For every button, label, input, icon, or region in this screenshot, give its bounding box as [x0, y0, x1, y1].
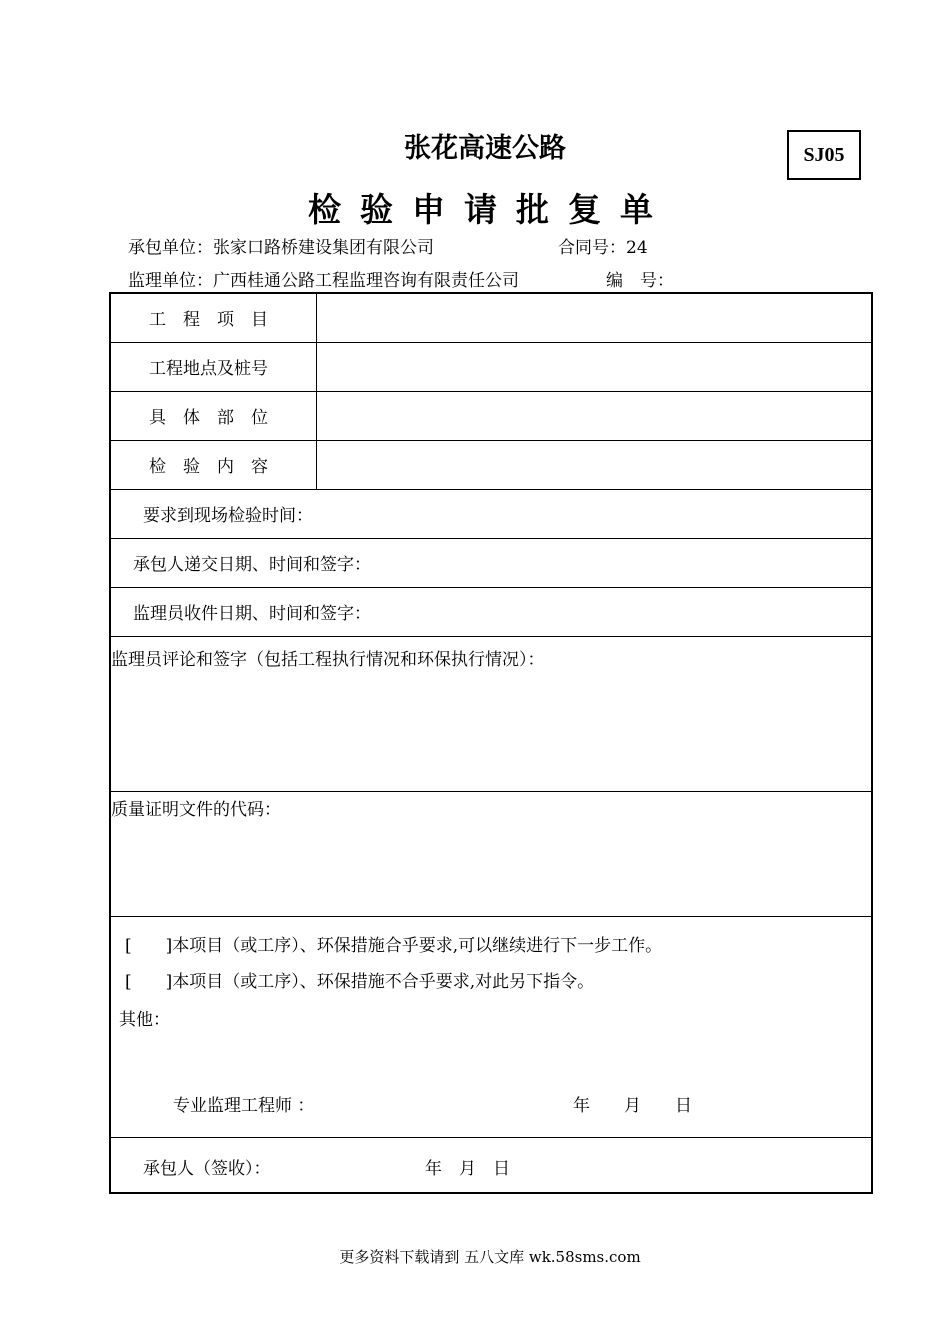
location-label: 工程地点及桩号	[110, 342, 316, 391]
submit-label[interactable]: 承包人递交日期、时间和签字：	[110, 538, 872, 587]
inspection-form-table	[109, 292, 873, 1194]
contractor-sign-row	[110, 1137, 872, 1193]
road-name: 张花高速公路	[404, 133, 566, 164]
other-label: 其他：	[119, 1009, 170, 1030]
contractor-sign-label: 承包人（签收）：	[143, 1158, 271, 1179]
part-label: 具 体 部 位	[110, 391, 316, 440]
location-row	[110, 342, 872, 391]
option-ok[interactable]: [ ]本项目（或工序）、环保措施合乎要求,可以继续进行下一步工作。	[125, 935, 663, 956]
decision-row	[110, 916, 872, 1137]
inspection-time-label[interactable]: 要求到现场检验时间：	[110, 489, 872, 538]
location-value-cell[interactable]	[316, 342, 872, 391]
contract-no-line	[558, 233, 648, 258]
supervisor-value: 广西桂通公路工程监理咨询有限责任公司	[213, 271, 519, 291]
contract-no-label: 合同号：	[558, 238, 626, 258]
contractor-line	[128, 233, 434, 258]
engineer-date: 年 月 日	[573, 1095, 692, 1116]
quality-cell[interactable]	[110, 791, 872, 916]
form-title: 检验申请批复单	[308, 190, 672, 229]
part-value-cell[interactable]	[316, 391, 872, 440]
comment-row	[110, 636, 872, 791]
comment-label: 监理员评论和签字（包括工程执行情况和环保执行情况）：	[111, 649, 545, 670]
part-row	[110, 391, 872, 440]
engineer-label: 专业监理工程师 ：	[173, 1095, 315, 1116]
form-code-box: SJ05	[787, 130, 861, 180]
project-value-cell[interactable]	[316, 293, 872, 342]
project-row	[110, 293, 872, 342]
contractor-sign-cell[interactable]	[110, 1137, 872, 1193]
decision-cell	[110, 916, 872, 1137]
quality-row	[110, 791, 872, 916]
content-row	[110, 440, 872, 489]
contract-no-value: 24	[626, 238, 648, 258]
receive-label[interactable]: 监理员收件日期、时间和签字：	[110, 587, 872, 636]
supervisor-line	[128, 266, 519, 291]
comment-cell[interactable]	[110, 636, 872, 791]
contractor-sign-date: 年 月 日	[425, 1158, 510, 1179]
option-not-ok[interactable]: [ ]本项目（或工序）、环保措施不合乎要求,对此另下指令。	[125, 971, 595, 992]
contractor-label: 承包单位：	[128, 238, 213, 258]
quality-label: 质量证明文件的代码：	[111, 799, 281, 820]
project-label: 工 程 项 目	[110, 293, 316, 342]
content-value-cell[interactable]	[316, 440, 872, 489]
content-label: 检 验 内 容	[110, 440, 316, 489]
supervisor-label: 监理单位：	[128, 271, 213, 291]
footer-text: 更多资料下载请到 五八文库 wk.58sms.com	[339, 1248, 641, 1266]
serial-label: 编 号：	[606, 271, 674, 291]
contractor-value: 张家口路桥建设集团有限公司	[213, 238, 434, 258]
submit-row	[110, 538, 872, 587]
receive-row	[110, 587, 872, 636]
inspection-time-row	[110, 489, 872, 538]
